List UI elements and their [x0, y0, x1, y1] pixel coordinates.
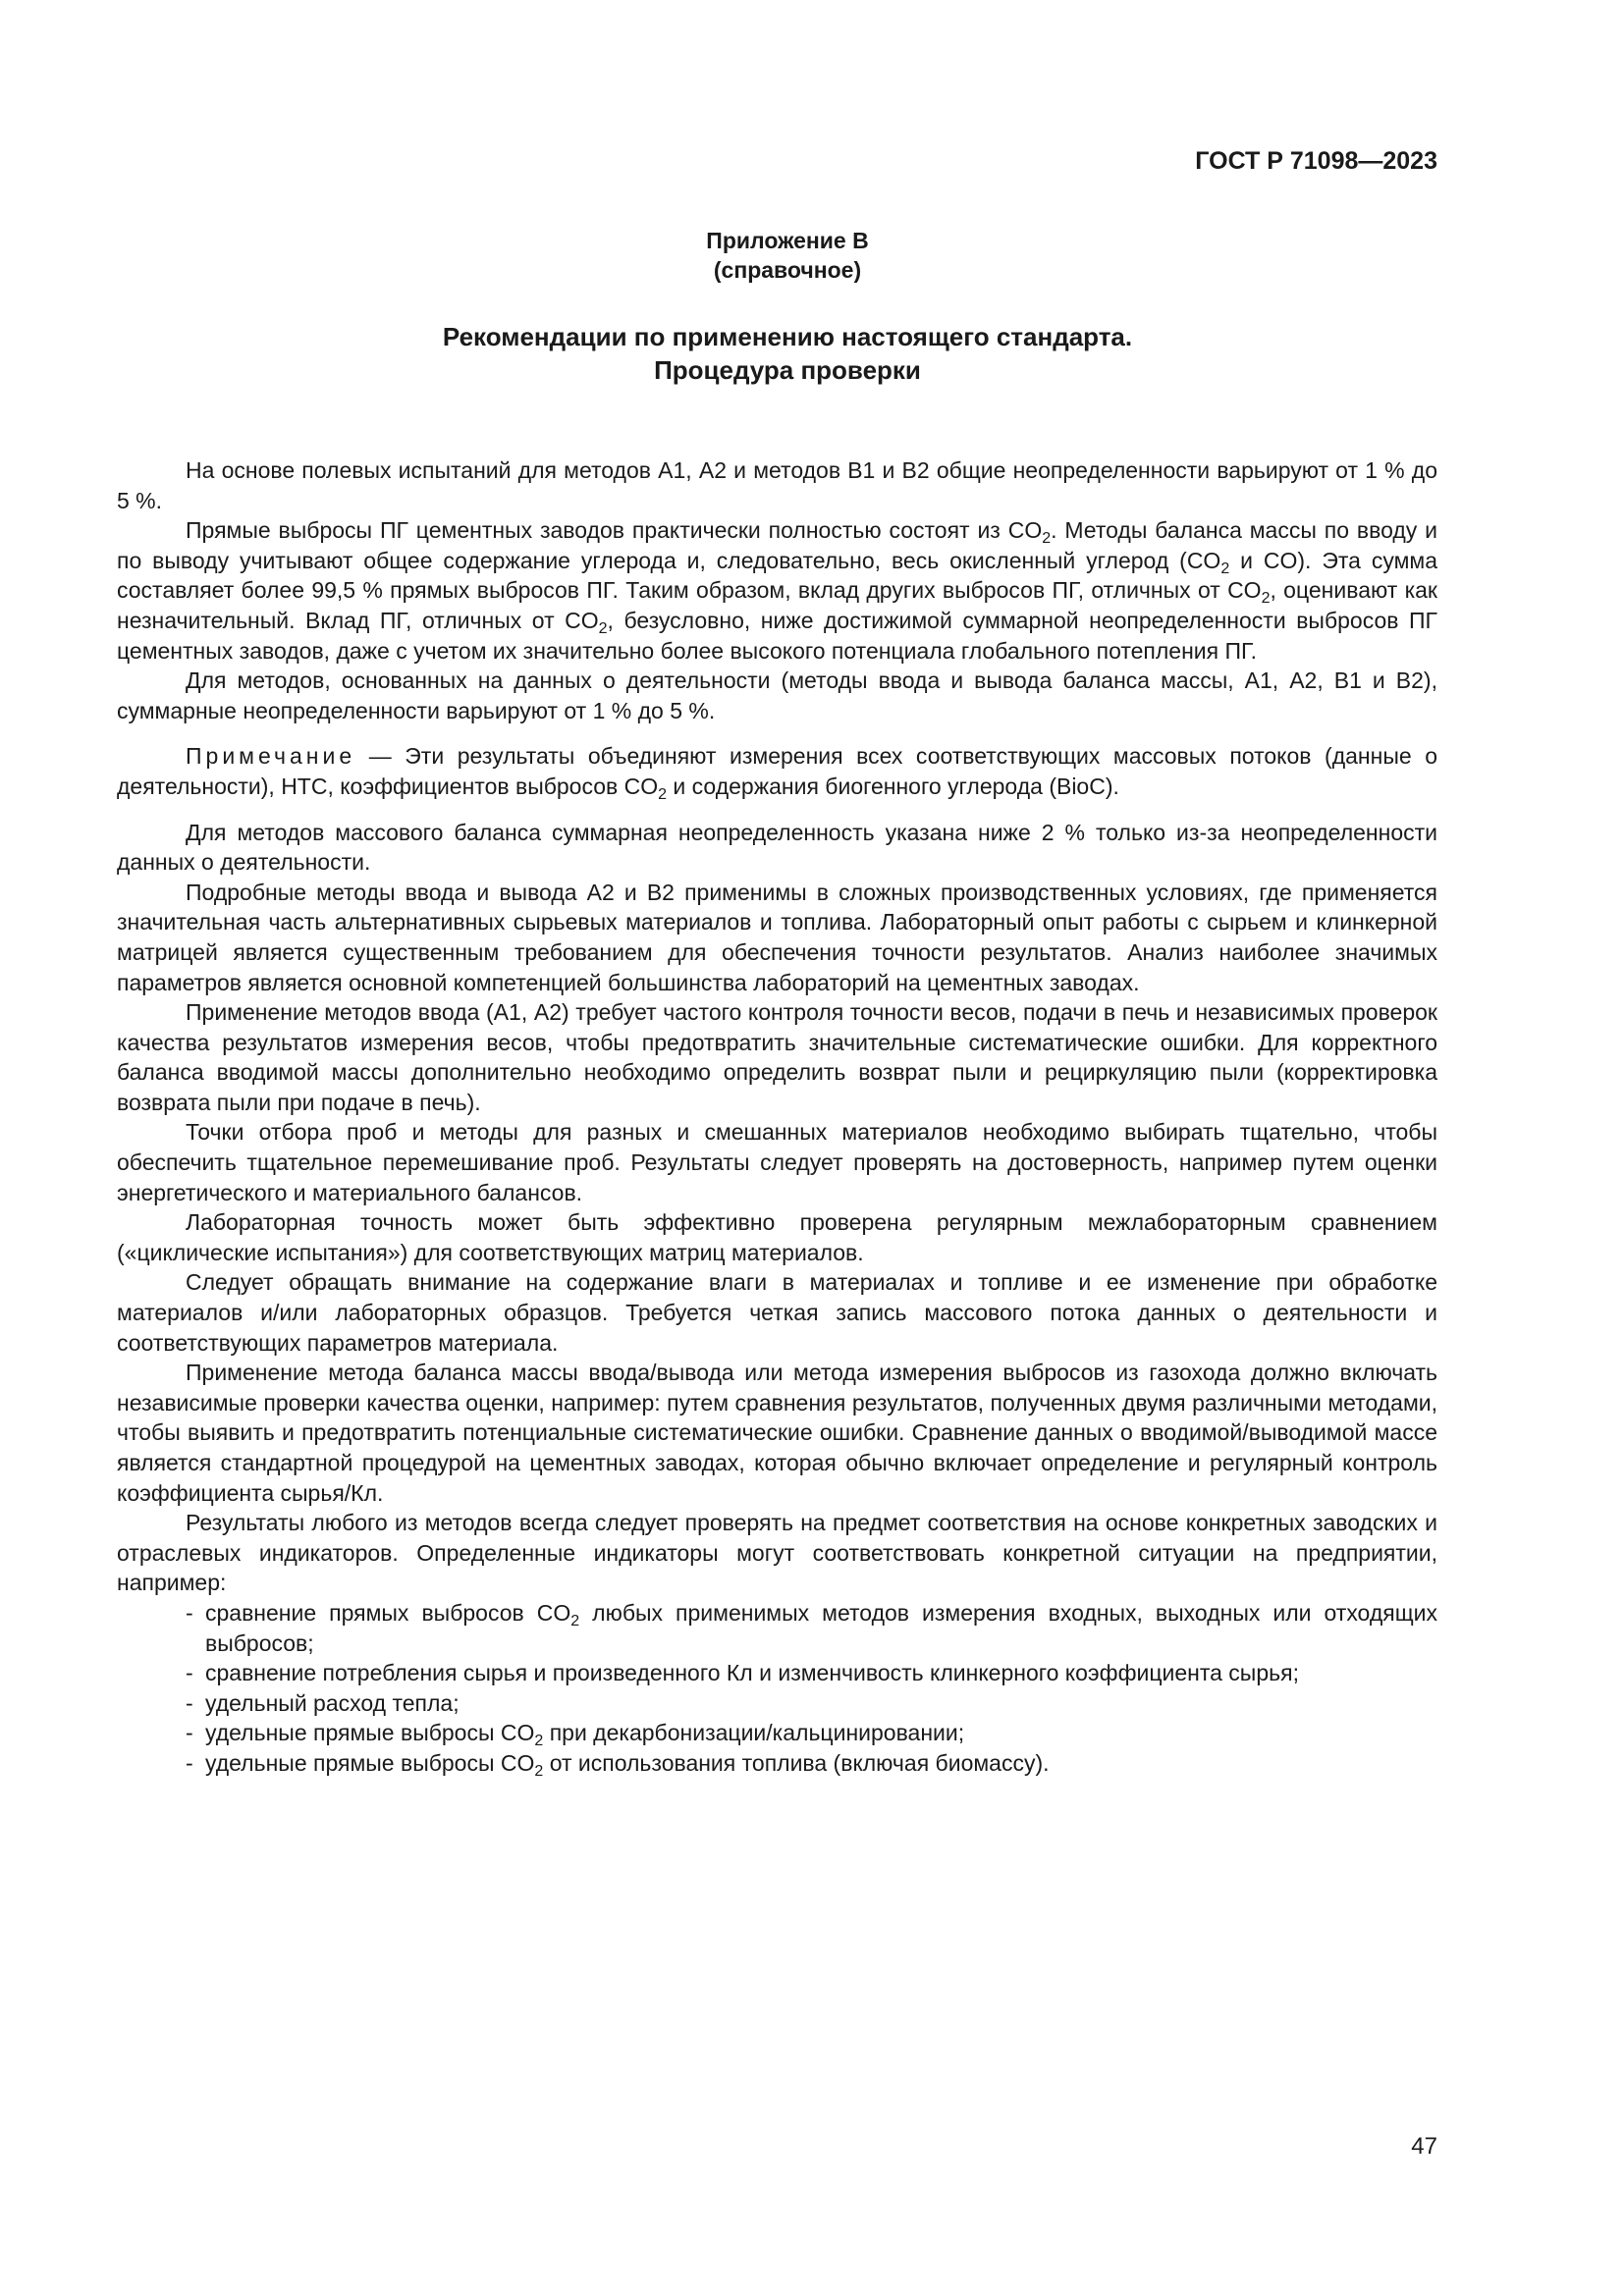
list-item: - сравнение прямых выбросов $CO_2$ любых применимых методов измерения входных, выходных или отходящих выбросов; — [186, 1599, 1437, 1656]
appendix-title — [0, 226, 1575, 285]
note-paragraph: Примечание — Эти результаты объединяют измерения всех соответствующих массовых потоков (данные о деятельности), НТС, коэффициентов выбросов $CO_2$ и содержания биогенного углерода (BioC). — [117, 743, 1437, 803]
paragraph: Подробные методы ввода и вывода А2 и В2 применимы в сложных производственных условиях, где применяется значительная часть альтернативных сырьевых материалов и топлива. Лабораторный опыт работы с сырьем и клинкерной матрицей является существенным требованием для обеспечения точности результатов. Анализ наиболее значимых параметров является основной компетенцией большинства лабораторий на цементных заводах. — [117, 879, 1437, 995]
list-item: - удельный расход тепла; — [186, 1689, 460, 1716]
list-item: - удельные прямые выбросы $CO_2$ при декарбонизации/кальцинировании; — [186, 1720, 965, 1750]
paragraph: На основе полевых испытаний для методов А1, А2 и методов В1 и В2 общие неопределенности варьируют от 1 % до 5 %. — [117, 457, 1437, 513]
list-item: - сравнение потребления сырья и произведенного Кл и изменчивость клинкерного коэффициента сырья; — [186, 1660, 1299, 1686]
paragraph: Прямые выбросы ПГ цементных заводов практически полностью состоят из $CO_2$. Методы баланса массы по вводу и по выводу учитывают общее содержание углерода и, следовательно, весь окисленный углерод ($CO_2$ и CO). Эта сумма составляет более 99,5 % прямых выбросов ПГ. Таким образом, вклад других выбросов ПГ, отличных от $CO_2$, оценивают как незначительный. Вклад ПГ, отличных от $CO_2$, безусловно, ниже достижимой суммарной неопределенности выбросов ПГ цементных заводов, даже с учетом их значительно более высокого потенциала глобального потепления ПГ. — [117, 517, 1437, 664]
paragraph: Лабораторная точность может быть эффективно проверена регулярным межлабораторным сравнением («циклические испытания») для соответствующих матриц материалов. — [117, 1209, 1437, 1265]
section-heading — [0, 320, 1575, 387]
body-text — [117, 455, 1437, 1779]
appendix-type: (справочное) — [713, 257, 862, 283]
paragraph: Применение метода баланса массы ввода/вывода или метода измерения выбросов из газохода должно включать независимые проверки качества оценки, например: путем сравнения результатов, полученных двумя различными методами, чтобы выявить и предотвратить потенциальные систематические ошибки. Сравнение данных о вводимой/выводимой массе является стандартной процедурой на цементных заводах, которая обычно включает определение и регулярный контроль коэффициента сырья/Кл. — [117, 1360, 1437, 1506]
paragraph: Для методов массового баланса суммарная неопределенность указана ниже 2 % только из-за неопределенности данных о деятельности. — [117, 819, 1437, 876]
paragraph: Точки отбора проб и методы для разных и смешанных материалов необходимо выбирать тщательно, чтобы обеспечить тщательное перемешивание проб. Результаты следует проверять на достоверность, например путем оценки энергетического и материального балансов. — [117, 1119, 1437, 1205]
list-item: - удельные прямые выбросы $CO_2$ от использования топлива (включая биомассу). — [186, 1749, 1050, 1780]
appendix-label: Приложение В — [706, 228, 869, 253]
standard-code: ГОСТ Р 71098—2023 — [1195, 147, 1437, 175]
heading-line-1: Рекомендации по применению настоящего стандарта. — [442, 322, 1133, 351]
note-label: Примечание — [186, 743, 356, 770]
paragraph: Применение методов ввода (А1, А2) требует частого контроля точности весов, подачи в печь и независимых проверок качества результатов измерения весов, чтобы предотвратить значительные систематические ошибки. Для корректного баланса вводимой массы дополнительно необходимо определить возврат пыли и рециркуляцию пыли (корректировка возврата пыли при подаче в печь). — [117, 999, 1437, 1115]
paragraph: Результаты любого из методов всегда следует проверять на предмет соответствия на основе конкретных заводских и отраслевых индикаторов. Определенные индикаторы могут соответствовать конкретной ситуации на предприятии, например: — [117, 1510, 1437, 1596]
paragraph: Следует обращать внимание на содержание влаги в материалах и топливе и ее изменение при обработке материалов и/или лабораторных образцов. Требуется четкая запись массового потока данных о деятельности и соответствующих параметров материала. — [117, 1269, 1437, 1356]
heading-line-2: Процедура проверки — [654, 355, 921, 385]
paragraph: Для методов, основанных на данных о деятельности (методы ввода и вывода баланса массы, А1, А2, В1 и В2), суммарные неопределенности варьируют от 1 % до 5 %. — [117, 667, 1437, 723]
page-number: 47 — [1411, 2133, 1437, 2160]
indicator-list — [117, 1598, 1437, 1779]
